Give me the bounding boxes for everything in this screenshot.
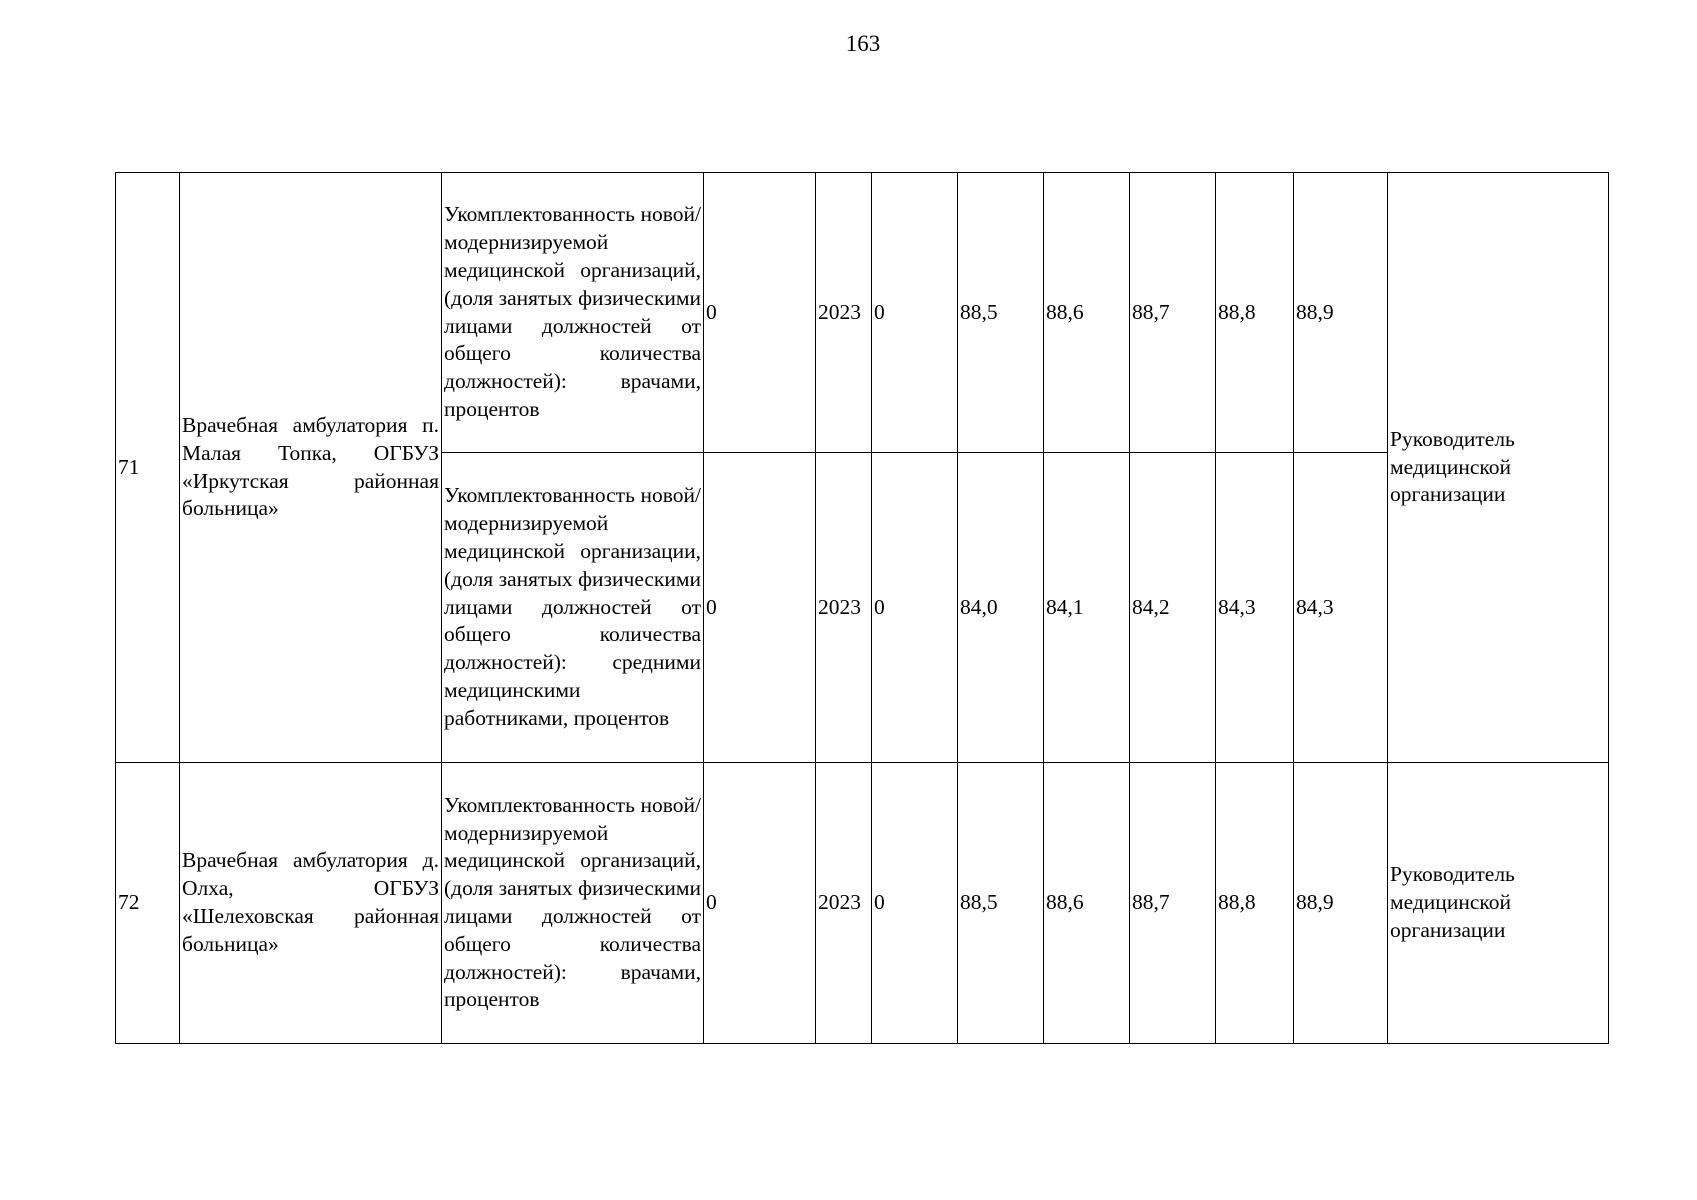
value-1: 84,0 <box>958 453 1044 763</box>
responsible: Руководитель медицинской организации <box>1388 763 1609 1044</box>
value-0: 0 <box>872 453 958 763</box>
value-2: 84,1 <box>1044 453 1130 763</box>
value-5: 84,3 <box>1294 453 1388 763</box>
value-1: 88,5 <box>958 173 1044 453</box>
value-5: 88,9 <box>1294 173 1388 453</box>
value-4: 84,3 <box>1216 453 1294 763</box>
indicators-table <box>115 172 1609 1044</box>
organization-name: Врачебная амбулатория п. Малая Топка, ОГБУЗ «Иркутская районная больница» <box>180 173 442 763</box>
base-value: 0 <box>704 453 816 763</box>
base-year: 2023 <box>816 453 872 763</box>
value-4: 88,8 <box>1216 763 1294 1044</box>
table-row <box>116 173 1609 453</box>
value-0: 0 <box>872 173 958 453</box>
organization-name: Врачебная амбулатория д. Олха, ОГБУЗ «Шелеховская районная больница» <box>180 763 442 1044</box>
indicator-name: Укомплектованность новой/модернизируемой медицинской организаций, (доля занятых физическими лицами должностей от общего количества должностей): врачами, процентов <box>442 763 704 1044</box>
page-number: 163 <box>845 31 881 56</box>
value-1: 88,5 <box>958 763 1044 1044</box>
value-3: 88,7 <box>1130 173 1216 453</box>
indicator-name: Укомплектованность новой/модернизируемой медицинской организаций, (доля занятых физическими лицами должностей от общего количества должностей): врачами, процентов <box>442 173 704 453</box>
value-4: 88,8 <box>1216 173 1294 453</box>
value-0: 0 <box>872 763 958 1044</box>
base-year: 2023 <box>816 173 872 453</box>
value-5: 88,9 <box>1294 763 1388 1044</box>
table-row <box>116 763 1609 1044</box>
base-value: 0 <box>704 173 816 453</box>
indicator-name: Укомплектованность новой/модернизируемой медицинской организации, (доля занятых физическими лицами должностей от общего количества должностей): средними медицинскими работниками, процентов <box>442 453 704 763</box>
row-number: 72 <box>116 763 180 1044</box>
responsible: Руководитель медицинской организации <box>1388 173 1609 763</box>
row-number: 71 <box>116 173 180 763</box>
base-year: 2023 <box>816 763 872 1044</box>
value-2: 88,6 <box>1044 173 1130 453</box>
base-value: 0 <box>704 763 816 1044</box>
value-3: 88,7 <box>1130 763 1216 1044</box>
value-3: 84,2 <box>1130 453 1216 763</box>
value-2: 88,6 <box>1044 763 1130 1044</box>
